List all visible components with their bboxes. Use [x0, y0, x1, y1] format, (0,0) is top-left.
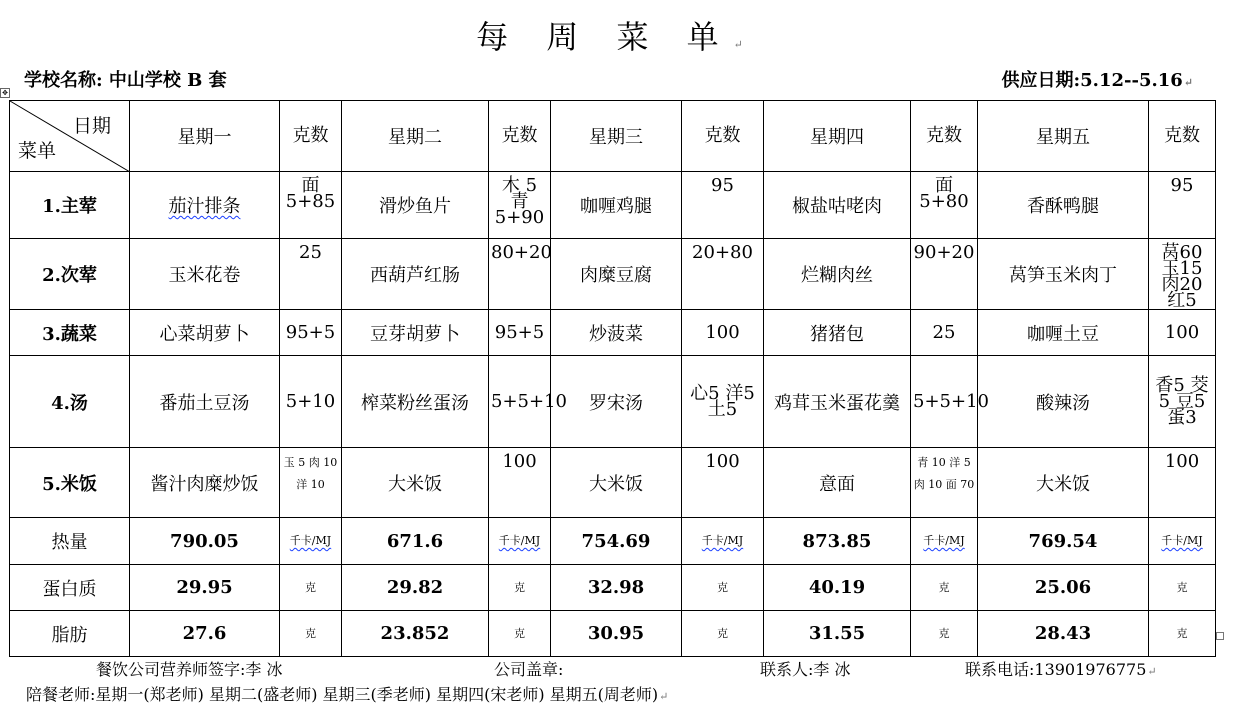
page-title: 每 周 菜 单↵ — [476, 18, 757, 56]
company-seal: 公司盖章: — [494, 660, 564, 679]
dish-cell: 榨菜粉丝蛋汤 — [342, 356, 489, 448]
grams-header: 克数 — [911, 101, 978, 172]
grams-header: 克数 — [682, 101, 764, 172]
dish-cell: 咖喱鸡腿 — [551, 172, 682, 239]
unit-cell: 克 — [911, 611, 978, 657]
value-cell: 25.06 — [978, 565, 1149, 611]
grams-cell: 香5 茭5 豆5 蛋3 — [1149, 356, 1216, 448]
nutrition-row-protein — [10, 565, 1216, 611]
grams-cell: 5+5+10 — [489, 356, 551, 448]
dish-cell: 滑炒鱼片 — [342, 172, 489, 239]
table-move-handle-icon[interactable]: ✥ — [0, 88, 10, 98]
dish-cell: 酱汁肉糜炒饭 — [130, 448, 280, 518]
menu-row-vegetable — [10, 310, 1216, 356]
dish-cell: 肉糜豆腐 — [551, 239, 682, 310]
contact-person: 联系人:李 冰 — [760, 660, 851, 679]
grams-header: 克数 — [280, 101, 342, 172]
supply-date: 供应日期:5.12--5.16↵ — [1001, 70, 1193, 91]
value-cell: 27.6 — [130, 611, 280, 657]
unit-cell: 克 — [911, 565, 978, 611]
dish-cell: 咖喱土豆 — [978, 310, 1149, 356]
grams-cell: 5+5+10 — [911, 356, 978, 448]
nutrition-row-fat — [10, 611, 1216, 657]
grams-cell: 25 — [911, 310, 978, 356]
value-cell: 31.55 — [764, 611, 911, 657]
unit-cell: 千卡/MJ — [911, 518, 978, 565]
table-resize-handle-icon[interactable] — [1216, 632, 1224, 640]
unit-cell: 克 — [280, 565, 342, 611]
dish-cell: 茄汁排条 — [130, 172, 280, 239]
unit-cell: 千卡/MJ — [682, 518, 764, 565]
row-label: 2.次荤 — [10, 239, 130, 310]
menu-row-main-meat — [10, 172, 1216, 239]
unit-cell: 克 — [489, 565, 551, 611]
dish-cell: 罗宋汤 — [551, 356, 682, 448]
day-header-mon: 星期一 — [130, 101, 280, 172]
day-header-tue: 星期二 — [342, 101, 489, 172]
dish-cell: 酸辣汤 — [978, 356, 1149, 448]
contact-phone: 联系电话:13901976775↵ — [965, 660, 1157, 679]
value-cell: 28.43 — [978, 611, 1149, 657]
value-cell: 873.85 — [764, 518, 911, 565]
grams-cell: 木 5 青 5+90 — [489, 172, 551, 239]
menu-table — [9, 100, 1216, 657]
corner-date-label: 日期 — [72, 115, 111, 137]
value-cell: 23.852 — [342, 611, 489, 657]
row-label: 热量 — [10, 518, 130, 565]
grams-cell: 25 — [280, 239, 342, 310]
dish-cell: 意面 — [764, 448, 911, 518]
grams-cell: 玉 5 肉 10 洋 10 — [280, 448, 342, 518]
dish-cell: 香酥鸭腿 — [978, 172, 1149, 239]
value-cell: 671.6 — [342, 518, 489, 565]
grams-cell: 90+20 — [911, 239, 978, 310]
grams-cell: 5+10 — [280, 356, 342, 448]
grams-cell: 100 — [489, 448, 551, 518]
value-cell: 29.82 — [342, 565, 489, 611]
unit-cell: 克 — [1149, 611, 1216, 657]
unit-cell: 克 — [682, 565, 764, 611]
unit-cell: 千卡/MJ — [489, 518, 551, 565]
value-cell: 30.95 — [551, 611, 682, 657]
row-label: 蛋白质 — [10, 565, 130, 611]
unit-cell: 克 — [682, 611, 764, 657]
day-header-fri: 星期五 — [978, 101, 1149, 172]
value-cell: 790.05 — [130, 518, 280, 565]
dish-cell: 鸡茸玉米蛋花羹 — [764, 356, 911, 448]
corner-cell — [10, 101, 130, 172]
dish-cell: 大米饭 — [342, 448, 489, 518]
dish-cell: 心菜胡萝卜 — [130, 310, 280, 356]
grams-cell: 95 — [682, 172, 764, 239]
accompanying-teachers: 陪餐老师:星期一(郑老师) 星期二(盛老师) 星期三(季老师) 星期四(宋老师) 星期五(周老师)↵ — [26, 685, 669, 704]
menu-row-side-meat — [10, 239, 1216, 310]
dish-cell: 莴笋玉米肉丁 — [978, 239, 1149, 310]
value-cell: 32.98 — [551, 565, 682, 611]
grams-header: 克数 — [1149, 101, 1216, 172]
dish-cell: 番茄土豆汤 — [130, 356, 280, 448]
dish-cell: 椒盐咕咾肉 — [764, 172, 911, 239]
grams-cell: 面5+80 — [911, 172, 978, 239]
value-cell: 754.69 — [551, 518, 682, 565]
row-label: 脂肪 — [10, 611, 130, 657]
grams-cell: 面5+85 — [280, 172, 342, 239]
unit-cell: 千卡/MJ — [1149, 518, 1216, 565]
value-cell: 769.54 — [978, 518, 1149, 565]
grams-cell: 95+5 — [489, 310, 551, 356]
row-label: 5.米饭 — [10, 448, 130, 518]
value-cell: 29.95 — [130, 565, 280, 611]
value-cell: 40.19 — [764, 565, 911, 611]
nutritionist-signature: 餐饮公司营养师签字:李 冰 — [96, 660, 283, 679]
dish-cell: 玉米花卷 — [130, 239, 280, 310]
grams-cell: 莴60 玉15 肉20 红5 — [1149, 239, 1216, 310]
unit-cell: 克 — [1149, 565, 1216, 611]
row-label: 3.蔬菜 — [10, 310, 130, 356]
nutrition-row-calories — [10, 518, 1216, 565]
dish-cell: 西葫芦红肠 — [342, 239, 489, 310]
school-name: 学校名称: 中山学校 B 套 — [24, 70, 227, 91]
grams-cell: 100 — [682, 310, 764, 356]
dish-cell: 猪猪包 — [764, 310, 911, 356]
grams-cell: 95 — [1149, 172, 1216, 239]
dish-cell: 豆芽胡萝卜 — [342, 310, 489, 356]
row-label: 1.主荤 — [10, 172, 130, 239]
grams-header: 克数 — [489, 101, 551, 172]
grams-cell: 80+20 — [489, 239, 551, 310]
grams-cell: 青 10 洋 5 肉 10 面 70 — [911, 448, 978, 518]
unit-cell: 克 — [489, 611, 551, 657]
row-label: 4.汤 — [10, 356, 130, 448]
grams-cell: 95+5 — [280, 310, 342, 356]
header-row — [10, 101, 1216, 172]
day-header-wed: 星期三 — [551, 101, 682, 172]
menu-row-rice — [10, 448, 1216, 518]
dish-cell: 大米饭 — [551, 448, 682, 518]
grams-cell: 100 — [682, 448, 764, 518]
dish-cell: 炒菠菜 — [551, 310, 682, 356]
grams-cell: 100 — [1149, 448, 1216, 518]
corner-menu-label: 菜单 — [18, 140, 57, 162]
grams-cell: 心5 洋5 土5 — [682, 356, 764, 448]
grams-cell: 100 — [1149, 310, 1216, 356]
day-header-thu: 星期四 — [764, 101, 911, 172]
dish-cell: 大米饭 — [978, 448, 1149, 518]
unit-cell: 克 — [280, 611, 342, 657]
grams-cell: 20+80 — [682, 239, 764, 310]
menu-row-soup — [10, 356, 1216, 448]
dish-cell: 烂糊肉丝 — [764, 239, 911, 310]
unit-cell: 千卡/MJ — [280, 518, 342, 565]
